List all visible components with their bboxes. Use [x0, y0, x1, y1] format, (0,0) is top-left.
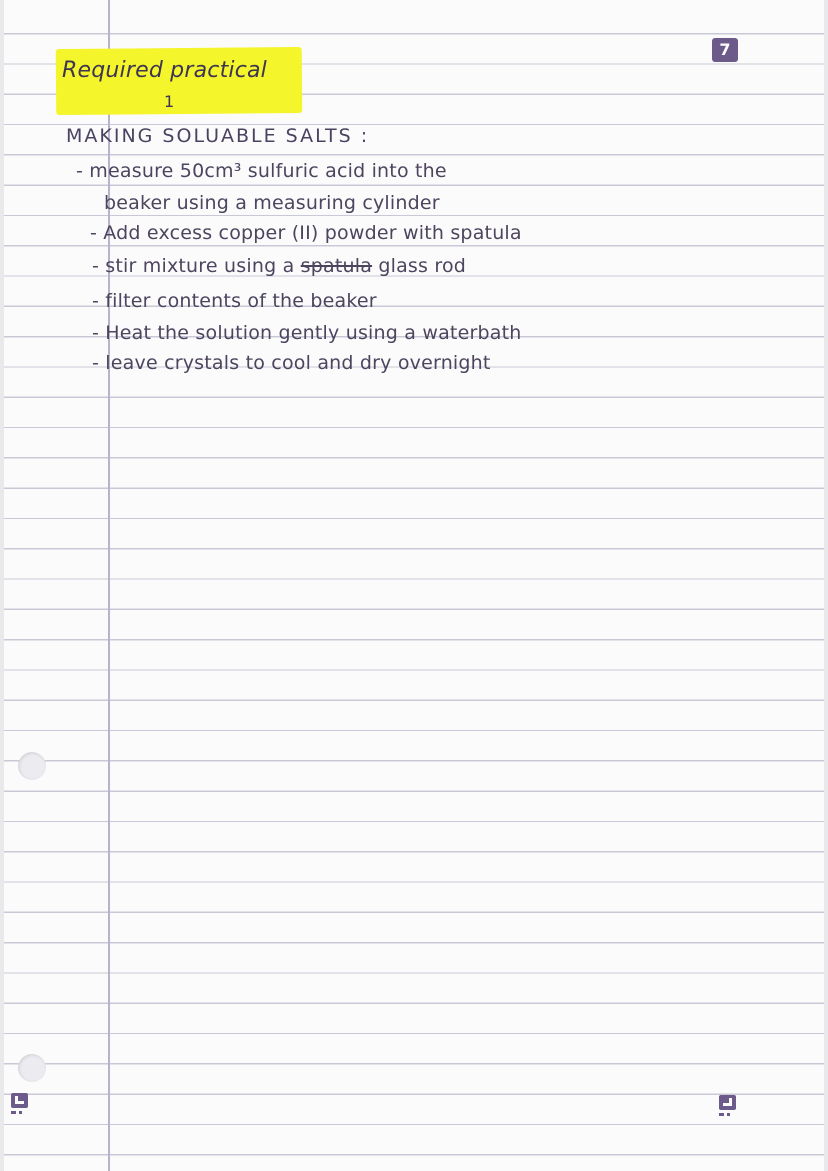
step-line: beaker using a measuring cylinder: [104, 192, 440, 214]
step-line: - Heat the solution gently using a waterbath: [92, 322, 522, 344]
step-line: [92, 255, 466, 277]
step-text: - stir mixture using a: [92, 255, 301, 277]
section-heading: MAKING SOLUABLE SALTS :: [66, 125, 370, 147]
page-number: 7: [719, 40, 731, 59]
step-line: - Add excess copper (II) powder with spatula: [90, 222, 522, 244]
brand-logo-icon: [10, 1092, 30, 1116]
struck-word: spatula: [300, 255, 373, 277]
step-line: - leave crystals to cool and dry overnight: [92, 352, 491, 374]
punch-hole: [18, 1054, 46, 1082]
step-line: - filter contents of the beaker: [92, 290, 377, 312]
step-line: - measure 50cm³ sulfuric acid into the: [76, 160, 447, 182]
page-number-badge-icon: [712, 38, 738, 62]
notebook-page: [4, 0, 824, 1171]
punch-hole: [18, 752, 46, 780]
practical-number: 1: [164, 92, 175, 111]
page-title: Required practical: [62, 58, 267, 83]
brand-logo-icon: [718, 1094, 738, 1118]
step-text: glass rod: [372, 255, 467, 277]
